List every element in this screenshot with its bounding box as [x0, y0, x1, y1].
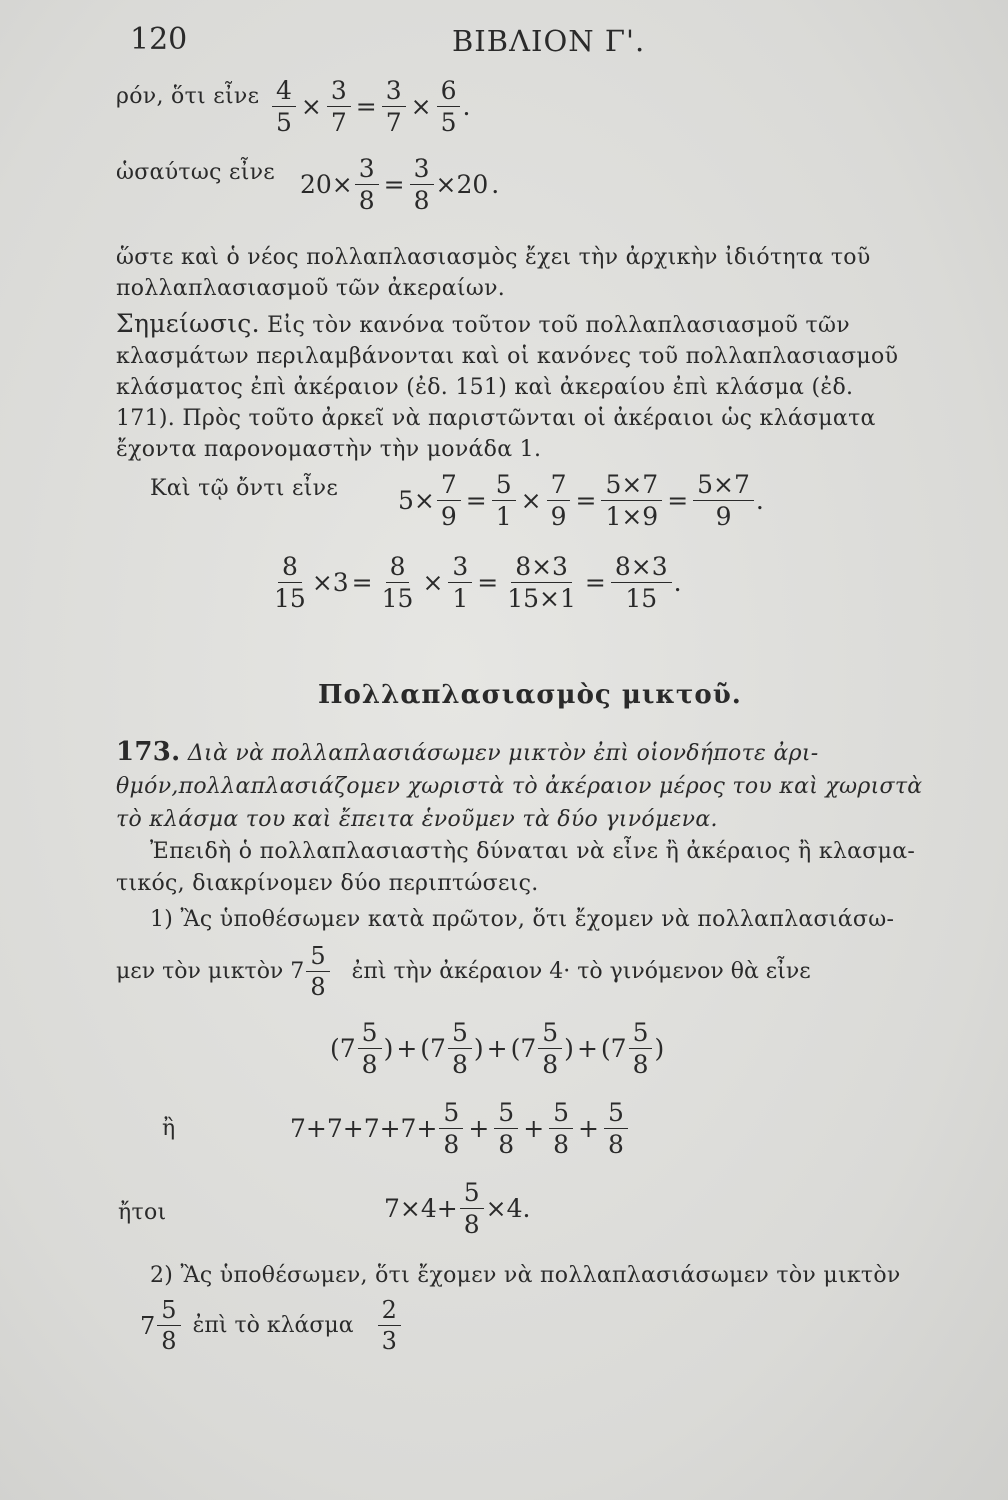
fraction: $\frac{8}{15}$ [274, 552, 306, 613]
equation-line4: $\frac{8}{15}$ ×3 = $\frac{8}{15}$ × $\frac{3}{1}$ = $\frac{8\times 3}{15\times 1}$ = $\frac{8\times 3}{15}$ . [268, 554, 682, 611]
note-paragraph: Σημείωσις. Εἰς τὸν κανόνα τοῦτον τοῦ πολλαπλασιασμοῦ τῶν κλασμάτων περιλαμβάνονται καὶ οἱ κανόνες τοῦ πολλαπλασιασμοῦ κλάσματος ἐπὶ ἀκέραιον (ἐδ. 151) καὶ ἀκεραίου ἐπὶ κλάσμα (ἐδ. 171). Πρὸς τοῦτο ἀρκεῖ νὰ παριστῶνται οἱ ἀκέραιοι ὡς κλάσματα ἔχοντα παρονομαστὴν τὴν μονάδα 1. [116, 309, 899, 462]
section-title: Πολλαπλασιασμὸς μικτοῦ. [318, 680, 742, 710]
equation-sum-parenthesized: (7 $\frac{5}{8}$ ) + (7 $\frac{5}{8}$ ) + (7 $\frac{5}{8}$ ) + (7 $\frac{5}{8}$ ) [330, 1018, 665, 1079]
fraction: $\frac{6}{5}$ [437, 78, 461, 135]
line2-text: ὡσαύτως εἶνε [116, 160, 276, 185]
page-header-title: ΒΙΒΛΙΟΝ Γ'. [452, 24, 646, 58]
fraction: $\frac{8\times 3}{15}$ [611, 554, 672, 611]
fraction: $\frac{3}{7}$ [327, 78, 351, 135]
case-1-line2: μεν τὸν μικτὸν 7 $\frac{5}{8}$ ἐπὶ τὴν ἀκέραιον 4· τὸ γινόμενον θὰ εἶνε [116, 942, 811, 1001]
line3-text: Καὶ τῷ ὄντι εἶνε [150, 476, 339, 501]
fraction: $\frac{5}{8}$ [629, 1020, 653, 1077]
line1-text: ρόν, ὅτι εἶνε [116, 84, 260, 109]
case-2-line2: 7 $\frac{5}{8}$ ἐπὶ τὸ κλάσμα $\frac{2}{3}$ [140, 1298, 403, 1353]
page-number: 120 [130, 22, 188, 57]
fraction: $\frac{3}{7}$ [382, 78, 406, 135]
fraction: $\frac{2}{3}$ [378, 1298, 401, 1353]
fraction: $\frac{4}{5}$ [272, 78, 296, 135]
fraction: $\frac{5}{8}$ [157, 1298, 180, 1353]
case-2-line1: 2) Ἂς ὑποθέσωμεν, ὅτι ἔχομεν νὰ πολλαπλασιάσωμεν τὸν μικτὸν [150, 1263, 901, 1288]
case-1-line1: 1) Ἂς ὑποθέσωμεν κατὰ πρῶτον, ὅτι ἔχομεν νὰ πολλαπλασιάσω- [150, 907, 895, 932]
fraction: $\frac{5}{8}$ [448, 1020, 472, 1077]
fraction: $\frac{5}{8}$ [549, 1100, 573, 1157]
fraction: $\frac{5\times 7}{9}$ [693, 472, 754, 529]
fraction: $\frac{5}{8}$ [306, 944, 329, 999]
fraction: $\frac{5}{8}$ [538, 1020, 562, 1077]
fraction: $\frac{7}{9}$ [437, 472, 461, 529]
fraction: $\frac{5}{8}$ [439, 1100, 463, 1157]
paragraph-2: Ἐπειδὴ ὁ πολλαπλασιαστὴς δύναται νὰ εἶνε ἢ ἀκέραιος ἢ κλασμα- τικός, διακρίνομεν δύο περιπτώσεις. [116, 839, 916, 896]
equation-line2: 20× $\frac{3}{8}$ = $\frac{3}{8}$ ×20 . [300, 154, 500, 215]
fraction: $\frac{5}{1}$ [492, 472, 516, 529]
article-number: 173. [116, 737, 181, 767]
equation-line3: 5× $\frac{7}{9}$ = $\frac{5}{1}$ × $\frac{7}{9}$ = $\frac{5\times 7}{1\times 9}$ = $\frac{5\times 7}{9}$ . [398, 470, 764, 531]
equation-line1: $\frac{4}{5}$ × $\frac{3}{7}$ = $\frac{3}{7}$ × $\frac{6}{5}$ . [270, 78, 470, 135]
fraction: $\frac{7}{9}$ [547, 472, 571, 529]
fraction: $\frac{5}{8}$ [494, 1100, 518, 1157]
fraction: $\frac{5}{8}$ [604, 1100, 628, 1157]
equation-product: 7×4+ $\frac{5}{8}$ ×4. [384, 1178, 531, 1239]
eq7-label: ἤτοι [118, 1200, 167, 1225]
fraction: $\frac{3}{1}$ [448, 554, 472, 611]
paragraph-1: ὥστε καὶ ὁ νέος πολλαπλασιασμὸς ἔχει τὴν ἀρχικὴν ἰδιότητα τοῦ πολλαπλασιασμοῦ τῶν ἀκεραίων. [116, 245, 871, 301]
eq6-label: ἢ [162, 1116, 176, 1141]
fraction: $\frac{8}{15}$ [381, 552, 414, 613]
rule-173: 173. Διὰ νὰ πολλαπλασιάσωμεν μικτὸν ἐπὶ οἱονδήποτε ἀρι- θμόν,πολλαπλασιάζομεν χωριστὰ τὸ ἀκέραιον μέρος του καὶ χωριστὰ τὸ κλάσμα του καὶ ἔπειτα ἑνοῦμεν τὰ δύο γινόμενα. [116, 737, 923, 832]
fraction: $\frac{8\times 3}{15\times 1}$ [507, 552, 576, 613]
fraction: $\frac{3}{8}$ [410, 156, 434, 213]
fraction: $\frac{3}{8}$ [355, 156, 379, 213]
fraction: $\frac{5}{8}$ [358, 1020, 382, 1077]
fraction: $\frac{5}{8}$ [460, 1180, 484, 1237]
equation-sum-expanded: 7+7+7+7+ $\frac{5}{8}$ + $\frac{5}{8}$ + $\frac{5}{8}$ + $\frac{5}{8}$ [290, 1100, 630, 1157]
note-heading: Σημείωσις. [116, 309, 260, 338]
fraction: $\frac{5\times 7}{1\times 9}$ [601, 472, 662, 529]
